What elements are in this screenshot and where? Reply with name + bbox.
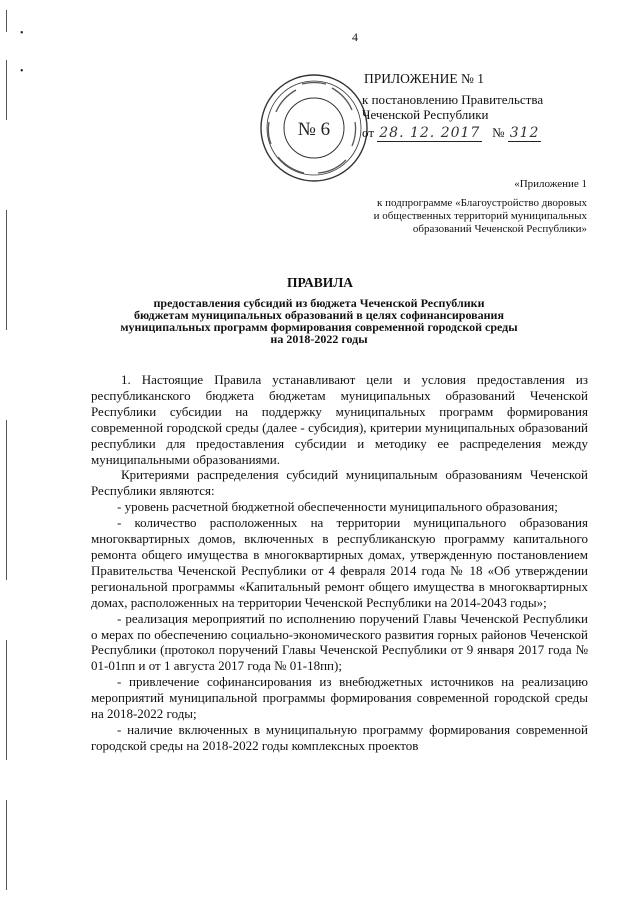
document-body: [91, 372, 588, 754]
appendix-title: ПРИЛОЖЕНИЕ № 1: [364, 71, 485, 86]
subtitle-line: на 2018-2022 годы: [270, 332, 368, 346]
subtitle-line: предоставления субсидий из бюджета Чеченской Республики: [153, 296, 485, 310]
subtitle-line: бюджетам муниципальных образований в целях софинансирования: [134, 308, 504, 322]
list-item: - количество расположенных на территории муниципального образования многоквартирных домов, включенных в республиканскую программу капитального ремонта общего имущества в многоквартирных домах, утвержденную постановлением Правительства Чеченской Республики от 4 февраля 2014 года № 18 «Об утверждении региональной программы «Капитальный ремонт общего имущества в многоквартирных домах, расположенных на территории Чеченской Республики на 2014-2043 годы»;: [91, 515, 588, 610]
list-item: - реализация мероприятий по исполнению поручений Главы Чеченской Республики о мерах по обеспечению социально-экономического развития горных районов Чеченской Республики (протокол поручений Главы Чеченской Республики от 9 января 2017 года № 01-01пп и от 1 августа 2017 года № 01-18пп);: [91, 610, 588, 674]
margin-dot: •: [20, 66, 24, 77]
from-prefix: от: [362, 125, 375, 140]
paragraph: Критериями распределения субсидий муниципальным образованиям Чеченской Республики являются:: [91, 467, 588, 499]
appendix-header: [362, 71, 543, 122]
sub-appendix-line1: к подпрограмме «Благоустройство дворовых: [376, 197, 587, 209]
document-title: ПРАВИЛА: [286, 275, 354, 290]
left-margin-marks: [0, 0, 14, 905]
number-prefix: №: [492, 125, 505, 140]
appendix-date-line: [362, 125, 592, 142]
sub-appendix-title: «Приложение 1: [514, 178, 587, 190]
sub-appendix-line2: и общественных территорий муниципальных: [373, 210, 587, 222]
official-seal: [258, 72, 370, 184]
list-item: - привлечение софинансирования из внебюджетных источников на реализацию мероприятий муниципальной программы формирования современной городской среды на 2018-2022 годы;: [91, 674, 588, 722]
sub-appendix: [374, 178, 587, 236]
handwritten-number: 312: [509, 125, 540, 141]
margin-dot: •: [20, 28, 24, 39]
subtitle-line: муниципальных программ формирования современной городской среды: [120, 320, 518, 334]
appendix-to-line2: Чеченской Республики: [362, 107, 489, 122]
paragraph: 1. Настоящие Правила устанавливают цели и условия предоставления из республиканского бюджета бюджетам муниципальных образований Чеченской Республики субсидии на поддержку муниципальных программ формирования современной городской среды (далее - субсидия), критерии муниципальных образований республики для предоставления субсидии и методику ее распределения между муниципальными образованиями.: [91, 372, 588, 467]
list-item: - наличие включенных в муниципальную программу формирования современной городской среды на 2018-2022 годы комплексных проектов: [91, 721, 588, 753]
list-item: - уровень расчетной бюджетной обеспеченности муниципального образования;: [117, 499, 558, 515]
appendix-to-line1: к постановлению Правительства: [362, 92, 544, 107]
seal-number: № 6: [297, 119, 331, 140]
page-number: 4: [352, 30, 358, 44]
sub-appendix-line3: образований Чеченской Республики»: [412, 223, 587, 235]
document-subtitle: [80, 297, 558, 345]
handwritten-date: 28. 12. 2017: [379, 125, 481, 141]
